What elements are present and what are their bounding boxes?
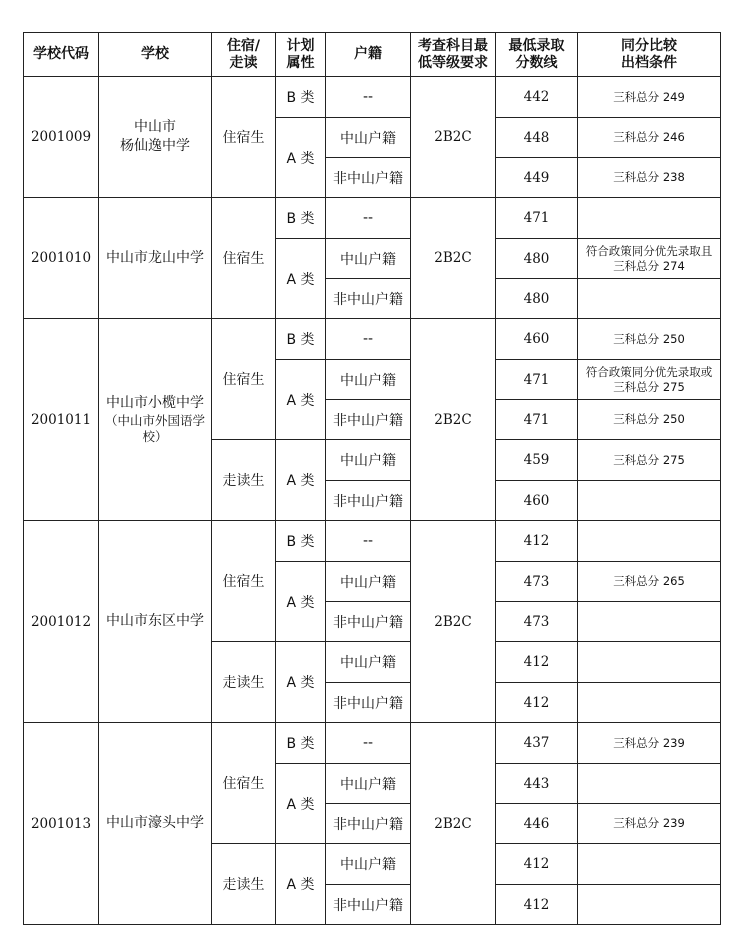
plan-type-cell: B 类 [276,319,326,360]
tie-break-cell [578,602,721,642]
school-code-cell: 2001011 [24,319,99,521]
plan-type-cell: A 类 [276,764,326,844]
school-name-cell [99,77,212,198]
boarding-type-cell: 走读生 [212,440,276,521]
subject-requirement-cell: 2B2C [411,723,496,925]
plan-type-cell: A 类 [276,440,326,521]
min-score-cell: 460 [496,481,578,521]
school-name-cell [99,521,212,723]
boarding-type-cell: 住宿生 [212,521,276,642]
plan-type-cell: A 类 [276,239,326,319]
table-row [24,77,721,118]
hukou-cell: 非中山户籍 [326,804,411,844]
plan-type-cell: A 类 [276,360,326,440]
hukou-cell: 非中山户籍 [326,279,411,319]
subject-requirement-cell: 2B2C [411,77,496,198]
school-name: 中山市东区中学 [106,613,204,629]
table-row [24,319,721,360]
header-min-score: 最低录取 分数线 [496,33,578,77]
min-score-cell: 460 [496,319,578,360]
min-score-cell: 412 [496,642,578,683]
school-name-cell [99,198,212,319]
hukou-cell: -- [326,198,411,239]
hukou-cell: 中山户籍 [326,118,411,158]
tie-break-cell [578,885,721,925]
plan-type-cell: B 类 [276,521,326,562]
tie-break-cell [578,198,721,239]
plan-type-cell: B 类 [276,77,326,118]
tie-break-cell [578,844,721,885]
plan-type-cell: A 类 [276,562,326,642]
boarding-type-cell: 住宿生 [212,77,276,198]
hukou-cell: 中山户籍 [326,764,411,804]
hukou-cell: 中山户籍 [326,360,411,400]
admission-score-table [23,32,721,925]
boarding-type-cell: 住宿生 [212,723,276,844]
hukou-cell: 中山户籍 [326,440,411,481]
tie-break-cell: 符合政策同分优先录取或三科总分 275 [578,360,721,400]
school-code-cell: 2001012 [24,521,99,723]
tie-break-cell: 三科总分 238 [578,158,721,198]
subject-requirement-cell: 2B2C [411,198,496,319]
hukou-cell: 中山户籍 [326,562,411,602]
min-score-cell: 412 [496,844,578,885]
tie-break-cell [578,481,721,521]
hukou-cell: -- [326,521,411,562]
table-row [24,198,721,239]
min-score-cell: 480 [496,279,578,319]
tie-break-cell: 三科总分 275 [578,440,721,481]
min-score-cell: 412 [496,521,578,562]
hukou-cell: 非中山户籍 [326,400,411,440]
min-score-cell: 471 [496,400,578,440]
min-score-cell: 471 [496,360,578,400]
tie-break-cell: 三科总分 246 [578,118,721,158]
tie-break-cell: 三科总分 249 [578,77,721,118]
plan-type-cell: B 类 [276,723,326,764]
tie-break-cell [578,279,721,319]
subject-requirement-cell: 2B2C [411,521,496,723]
min-score-cell: 473 [496,602,578,642]
school-name-note: （中山市外国语学校） [104,413,205,444]
school-code-cell: 2001013 [24,723,99,925]
table-row [24,723,721,764]
header-tie-break: 同分比较 出档条件 [578,33,721,77]
header-subject-requirement: 考查科目最 低等级要求 [411,33,496,77]
min-score-cell: 448 [496,118,578,158]
header-boarding: 住宿/ 走读 [212,33,276,77]
boarding-type-cell: 住宿生 [212,319,276,440]
hukou-cell: 非中山户籍 [326,683,411,723]
tie-break-cell: 三科总分 250 [578,400,721,440]
hukou-cell: -- [326,723,411,764]
tie-break-cell: 三科总分 239 [578,723,721,764]
min-score-cell: 437 [496,723,578,764]
hukou-cell: -- [326,77,411,118]
hukou-cell: 中山户籍 [326,239,411,279]
subject-requirement-cell: 2B2C [411,319,496,521]
tie-break-cell [578,683,721,723]
header-school-code: 学校代码 [24,33,99,77]
min-score-cell: 473 [496,562,578,602]
min-score-cell: 449 [496,158,578,198]
hukou-cell: -- [326,319,411,360]
tie-break-cell: 三科总分 265 [578,562,721,602]
school-name-cell [99,723,212,925]
school-name: 中山市龙山中学 [106,249,204,266]
hukou-cell: 非中山户籍 [326,602,411,642]
tie-break-cell: 三科总分 239 [578,804,721,844]
hukou-cell: 中山户籍 [326,642,411,683]
school-name: 中山市 [134,119,176,135]
min-score-cell: 442 [496,77,578,118]
header-row [24,33,721,77]
boarding-type-cell: 走读生 [212,844,276,925]
boarding-type-cell: 走读生 [212,642,276,723]
tie-break-cell [578,764,721,804]
hukou-cell: 非中山户籍 [326,481,411,521]
tie-break-cell [578,521,721,562]
min-score-cell: 471 [496,198,578,239]
plan-type-cell: A 类 [276,642,326,723]
tie-break-cell [578,642,721,683]
min-score-cell: 412 [496,885,578,925]
school-name: 中山市濠头中学 [106,815,204,831]
min-score-cell: 412 [496,683,578,723]
school-name: 中山市小榄中学 [106,395,204,411]
hukou-cell: 中山户籍 [326,844,411,885]
school-code-cell: 2001009 [24,77,99,198]
plan-type-cell: A 类 [276,844,326,925]
tie-break-cell: 三科总分 250 [578,319,721,360]
school-code-cell: 2001010 [24,198,99,319]
plan-type-cell: A 类 [276,118,326,198]
min-score-cell: 446 [496,804,578,844]
header-hukou: 户籍 [326,33,411,77]
table-row [24,521,721,562]
plan-type-cell: B 类 [276,198,326,239]
hukou-cell: 非中山户籍 [326,885,411,925]
school-name-note: 杨仙逸中学 [120,138,190,154]
tie-break-cell: 符合政策同分优先录取且三科总分 274 [578,239,721,279]
min-score-cell: 480 [496,239,578,279]
header-school: 学校 [99,33,212,77]
min-score-cell: 459 [496,440,578,481]
header-plan-type: 计划 属性 [276,33,326,77]
school-name-cell [99,319,212,521]
boarding-type-cell: 住宿生 [212,198,276,319]
hukou-cell: 非中山户籍 [326,158,411,198]
admission-score-sheet [23,32,720,912]
min-score-cell: 443 [496,764,578,804]
